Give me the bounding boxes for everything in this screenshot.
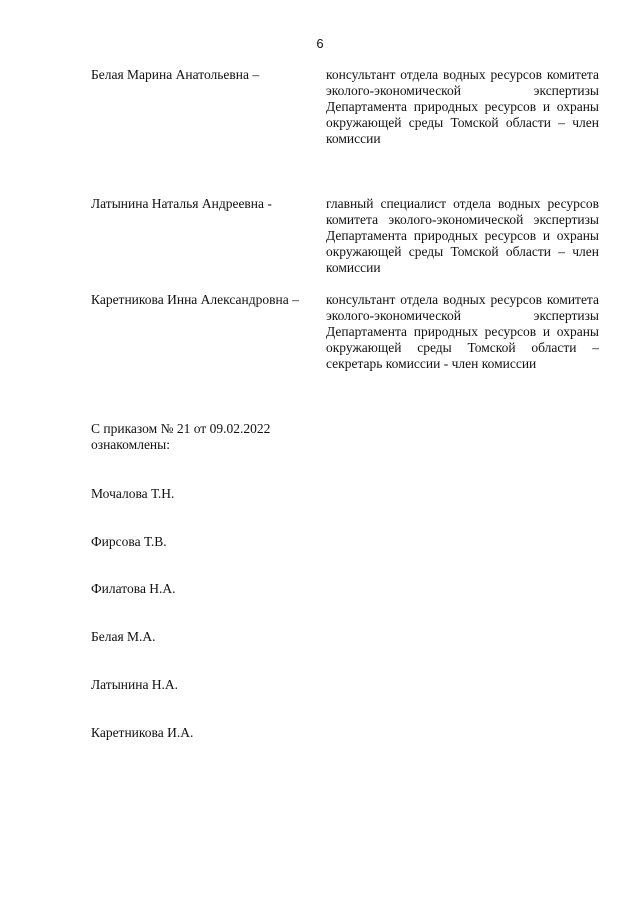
commission-member-belaya [91, 67, 599, 149]
signatory-mochalova: Мочалова Т.Н. [91, 486, 175, 501]
member-role: консультант отдела водных ресурсов комитета эколого-экономической экспертизы Департамента природных ресурсов и охраны окружающей среды Томской области – секретарь комиссии - член комиссии [326, 292, 599, 371]
member-role: главный специалист отдела водных ресурсов комитета эколого-экономической экспертизы Департамента природных ресурсов и охраны окружающей среды Томской области – член комиссии [326, 196, 599, 275]
acquaintance-label: ознакомлены: [91, 437, 170, 452]
commission-member-karetnikova [91, 292, 599, 390]
signatory-firsova: Фирсова Т.В. [91, 534, 167, 549]
signatory-filatova: Филатова Н.А. [91, 581, 176, 596]
member-name: Латынина Наталья Андреевна - [91, 196, 272, 211]
signatory-karetnikova: Каретникова И.А. [91, 725, 194, 740]
signatory-latynina: Латынина Н.А. [91, 677, 179, 692]
member-role: консультант отдела водных ресурсов комитета эколого-экономической экспертизы Департамента природных ресурсов и охраны окружающей среды Томской области – член комиссии [326, 67, 599, 146]
commission-member-latynina [91, 196, 599, 278]
acquaintance-order-line: С приказом № 21 от 09.02.2022 [91, 421, 271, 436]
member-name: Белая Марина Анатольевна – [91, 67, 260, 82]
page-number: 6 [316, 36, 324, 51]
signatory-belaya: Белая М.А. [91, 629, 156, 644]
member-name: Каретникова Инна Александровна – [91, 292, 299, 307]
acquaintance-note [91, 421, 331, 453]
